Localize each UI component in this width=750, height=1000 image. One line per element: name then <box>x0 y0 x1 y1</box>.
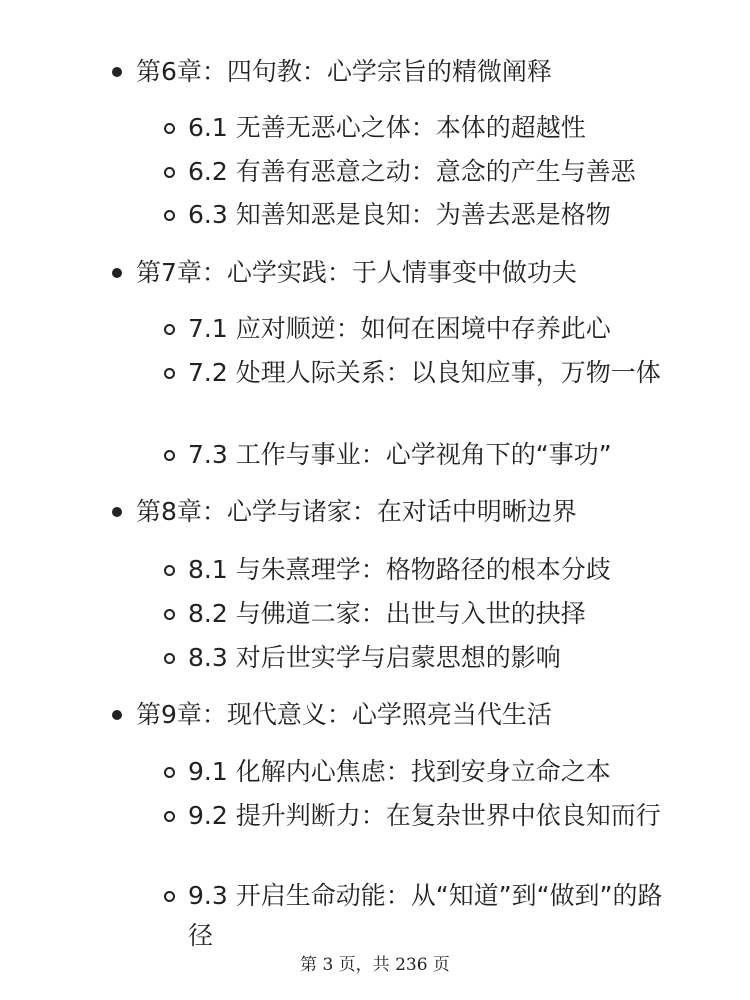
circle-bullet-icon <box>164 565 175 576</box>
section-item <box>164 752 664 792</box>
section-title: 7.2 处理人际关系：以良知应事，万物一体 <box>188 358 661 387</box>
section-title: 8.2 与佛道二家：出世与入世的抉择 <box>188 599 586 628</box>
section-title: 9.3 开启生命动能：从“知道”到“做到”的路径 <box>188 881 663 950</box>
bullet-icon <box>112 67 122 77</box>
circle-bullet-icon <box>164 324 175 335</box>
section-item <box>164 876 664 956</box>
chapter-title: 第8章：心学与诸家：在对话中明晰边界 <box>136 497 577 526</box>
bullet-icon <box>112 268 122 278</box>
section-item <box>164 195 664 235</box>
section-item <box>164 550 664 590</box>
chapter-title: 第9章：现代意义：心学照亮当代生活 <box>136 700 552 729</box>
circle-bullet-icon <box>164 450 175 461</box>
section-title: 7.1 应对顺逆：如何在困境中存养此心 <box>188 314 611 343</box>
circle-bullet-icon <box>164 767 175 778</box>
circle-bullet-icon <box>164 123 175 134</box>
circle-bullet-icon <box>164 210 175 221</box>
section-title: 9.2 提升判断力：在复杂世界中依良知而行 <box>188 801 661 830</box>
section-item <box>164 796 664 836</box>
circle-bullet-icon <box>164 609 175 620</box>
chapter-title: 第7章：心学实践：于人情事变中做功夫 <box>136 258 577 287</box>
bullet-icon <box>112 507 122 517</box>
section-title: 6.3 知善知恶是良知：为善去恶是格物 <box>188 200 611 229</box>
section-title: 8.1 与朱熹理学：格物路径的根本分歧 <box>188 555 611 584</box>
bullet-icon <box>112 710 122 720</box>
section-item <box>164 152 664 192</box>
section-item <box>164 309 664 349</box>
section-item <box>164 638 664 678</box>
section-title: 6.2 有善有恶意之动：意念的产生与善恶 <box>188 157 636 186</box>
circle-bullet-icon <box>164 891 175 902</box>
section-title: 9.1 化解内心焦虑：找到安身立命之本 <box>188 757 611 786</box>
circle-bullet-icon <box>164 167 175 178</box>
circle-bullet-icon <box>164 653 175 664</box>
section-item <box>164 108 664 148</box>
section-title: 6.1 无善无恶心之体：本体的超越性 <box>188 113 586 142</box>
chapter-title: 第6章：四句教：心学宗旨的精微阐释 <box>136 57 552 86</box>
circle-bullet-icon <box>164 368 175 379</box>
circle-bullet-icon <box>164 811 175 822</box>
section-item <box>164 594 664 634</box>
page-number-footer: 第 3 页，共 236 页 <box>300 955 450 975</box>
section-title: 8.3 对后世实学与启蒙思想的影响 <box>188 643 561 672</box>
section-item <box>164 435 664 475</box>
section-title: 7.3 工作与事业：心学视角下的“事功” <box>188 440 612 469</box>
section-item <box>164 353 664 393</box>
